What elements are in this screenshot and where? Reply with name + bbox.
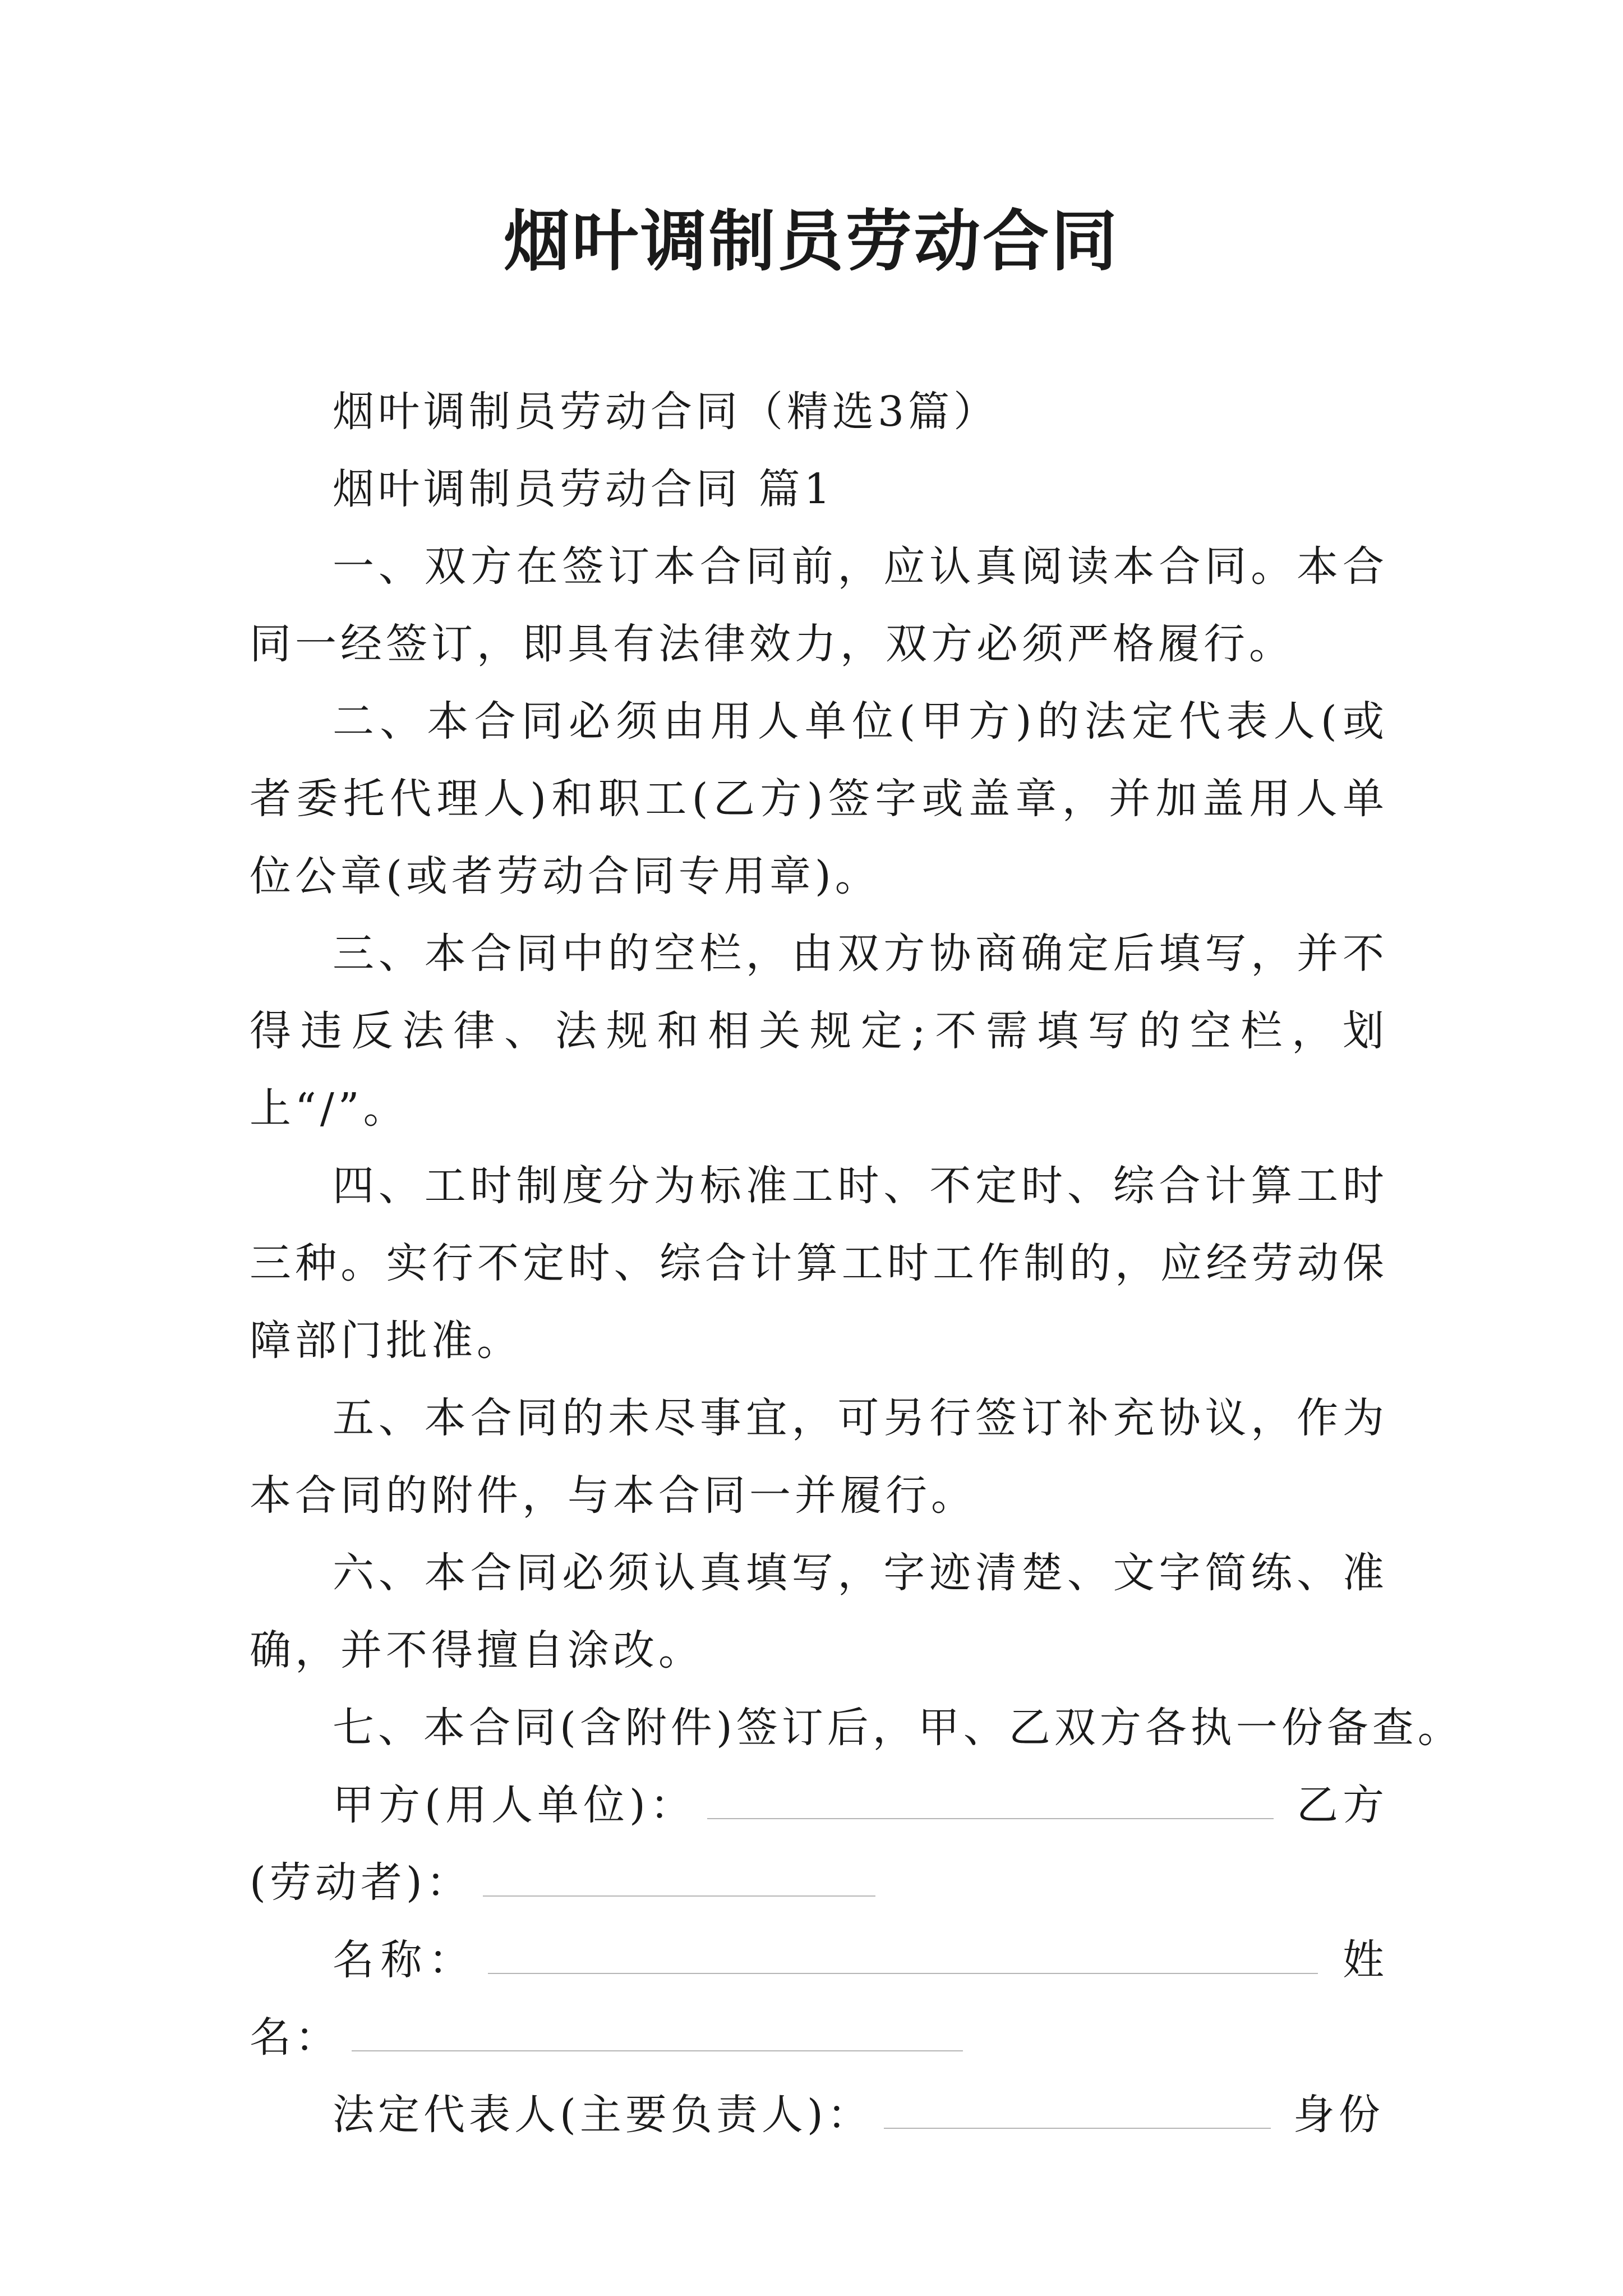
paragraph-clause-6: 六、本合同必须认真填写，字迹清楚、文字简练、准确，并不得擅自涂改。: [250, 1549, 1388, 1674]
party-a-blank[interactable]: [707, 1781, 1274, 1819]
name-blank[interactable]: [488, 1936, 1318, 1974]
party-b-label: 乙方(劳动者)：: [250, 1781, 1388, 1907]
paragraph-clause-3: 三、本合同中的空栏，由双方协商确定后填写，并不得违反法律、法规和相关规定;不需填写的空栏，划上“/”。: [250, 930, 1388, 1133]
paragraph-part-heading: 烟叶调制员劳动合同 篇1: [333, 465, 834, 513]
document-body: [250, 373, 1463, 2154]
legal-rep-label: 法定代表人(主要负责人)：: [333, 2091, 873, 2139]
paragraph-clause-1: 一、双方在签订本合同前，应认真阅读本合同。本合同一经签订，即具有法律效力，双方必须严格履行。: [250, 542, 1388, 668]
paragraph-clause-4: 四、工时制度分为标准工时、不定时、综合计算工时三种。实行不定时、综合计算工时工作制的，应经劳动保障部门批准。: [250, 1162, 1388, 1365]
document-title: 烟叶调制员劳动合同: [503, 202, 1119, 280]
paragraph-clause-5: 五、本合同的未尽事宜，可另行签订补充协议，作为本合同的附件，与本合同一并履行。: [250, 1394, 1388, 1520]
paragraph-subtitle: 烟叶调制员劳动合同（精选3篇）: [333, 388, 999, 436]
form-line-parties: [250, 1766, 1388, 1921]
id-label: 身份: [1293, 2091, 1384, 2139]
legal-rep-blank[interactable]: [884, 2091, 1271, 2129]
form-line-legal-rep: [250, 2076, 1388, 2154]
person-name-blank[interactable]: [352, 2013, 963, 2051]
paragraph-clause-2: 二、本合同必须由用人单位(甲方)的法定代表人(或者委托代理人)和职工(乙方)签字或盖章，并加盖用人单位公章(或者劳动合同专用章)。: [250, 697, 1388, 900]
party-b-blank[interactable]: [483, 1858, 875, 1897]
paragraph-clause-7: 七、本合同(含附件)签订后，甲、乙双方各执一份备查。: [333, 1704, 1463, 1752]
person-name-label: 姓名：: [250, 1936, 1388, 2062]
name-label: 名称：: [333, 1936, 477, 1984]
party-a-label: 甲方(用人单位)：: [333, 1781, 696, 1829]
form-line-names: [250, 1921, 1388, 2076]
